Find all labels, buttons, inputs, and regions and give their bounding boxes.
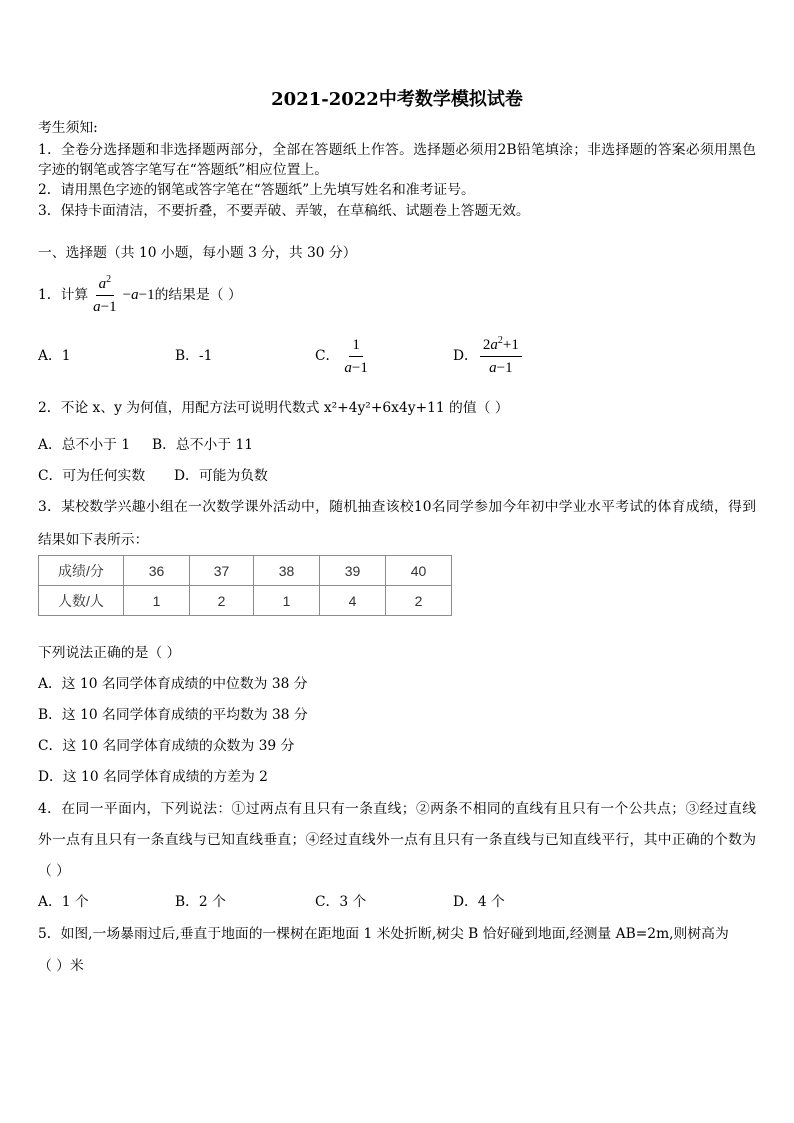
question-1-fraction [90,273,119,315]
table-cell: 2 [190,586,254,616]
denominator-rest: −1 [100,298,117,315]
notice-line: 字迹的钢笔或答字笔写在“答题纸”相应位置上。 [38,162,329,178]
variable: a [490,336,498,353]
question-4-option-d: D．4 个 [453,894,505,910]
table-cell: 1 [124,586,190,616]
table-cell: 36 [124,556,190,586]
question-4-stem-continued: 外一点有且只有一条直线与已知直线垂直；④经过直线外一点有且只有一条直线与已知直线平行，其中正确的个数为 [38,832,756,848]
question-3-stem-continued: 结果如下表所示： [38,532,149,548]
section-heading: 一、选择题（共 10 小题，每小题 3 分，共 30 分） [38,245,357,261]
option-value: 1 [61,348,71,364]
question-3-option-a: A．这 10 名同学体育成绩的中位数为 38 分 [38,676,308,692]
question-4-stem: 4．在同一平面内，下列说法：①过两点有且只有一条直线；②两条不相同的直线有且只有一个公共点；③经过直线 [38,801,756,817]
question-3-prompt: 下列说法正确的是（ ） [38,645,181,661]
question-2-expression: x²+4y²+6x4y+11 [323,400,445,416]
option-label: A． [38,348,62,364]
page-title: 2021-2022中考数学模拟试卷 [271,89,523,110]
table-cell: 39 [320,556,386,586]
question-4-option-c: C．3 个 [315,894,367,910]
expression-rest: −1 [138,287,155,303]
fraction-denominator [486,357,515,376]
exponent: 2 [497,334,503,346]
question-1-option-d [453,336,525,376]
numerator-rest: +1 [502,336,519,353]
denominator-rest: −1 [351,359,368,376]
table-row [39,586,452,616]
score-table [38,555,452,616]
option-label: B． [175,348,199,364]
fraction-denominator [341,357,370,376]
question-3-stem: 3．某校数学兴趣小组在一次数学课外活动中，随机抽查该校10名同学参加今年初中学业水平考试的体育成绩，得到 [38,499,756,515]
question-5-stem: 5．如图,一场暴雨过后,垂直于地面的一棵树在距地面 1 米处折断,树尖 B 恰好碰到地面,经测量 AB=2m,则树高为 [38,926,729,942]
question-3-option-d: D．这 10 名同学体育成绩的方差为 2 [38,769,268,785]
question-2-stem [38,398,509,418]
question-1-option-c [315,336,374,376]
question-2-stem-end: 的值（ ） [444,400,509,416]
question-5-answer-blank: （ ）米 [38,958,84,974]
question-3-option-c: C．这 10 名同学体育成绩的众数为 39 分 [38,738,295,754]
fraction-numerator: 1 [349,338,363,357]
notice-line: 2．请用黑色字迹的钢笔或答字笔在“答题纸”上先填写姓名和准考证号。 [38,182,475,198]
option-value: -1 [198,348,213,364]
variable: a [489,359,497,376]
table-cell: 1 [254,586,320,616]
table-cell: 40 [386,556,452,586]
variable: a [93,298,101,315]
table-header-cell: 成绩/分 [39,556,124,586]
question-2-option-d: D．可能为负数 [174,468,268,484]
coefficient: 2 [482,336,491,353]
option-label: D． [453,348,478,364]
question-1-option-b [175,336,212,376]
question-1-option-a [38,336,71,376]
question-1-prefix: 1．计算 [38,287,89,303]
denominator-rest: −1 [496,359,513,376]
question-1-expression [123,287,155,303]
option-label: C． [315,348,340,364]
exponent: 2 [106,273,112,285]
variable: a [344,359,352,376]
question-2-option-c: C．可为任何实数 [38,468,146,484]
notice-heading: 考生须知: [38,120,98,136]
option-fraction [341,338,370,376]
notice-line: 1．全卷分选择题和非选择题两部分，全部在答题纸上作答。选择题必须用2B铅笔填涂；非选择题的答案必须用黑色 [38,142,756,158]
table-cell: 37 [190,556,254,586]
variable: a [98,275,107,292]
table-cell: 38 [254,556,320,586]
question-1-suffix: 的结果是（ ） [154,287,242,303]
table-row [39,556,452,586]
question-4-option-b: B．2 个 [175,894,226,910]
question-2-stem-start: 2．不论 x、y 为何值，用配方法可说明代数式 [38,400,324,416]
minus-sign: − [122,287,132,303]
variable: a [131,287,139,303]
question-4-answer-blank: （ ） [38,863,70,879]
fraction-numerator [480,334,522,357]
fraction-numerator [96,273,115,296]
notice-line: 3．保持卡面清洁，不要折叠，不要弄破、弄皱，在草稿纸、试题卷上答题无效。 [38,203,530,219]
table-cell: 4 [320,586,386,616]
question-4-option-a: A．1 个 [38,894,89,910]
fraction-denominator [90,296,119,315]
option-fraction [480,334,522,376]
table-header-cell: 人数/人 [39,586,124,616]
question-2-option-b: B．总不小于 11 [152,437,254,453]
table-cell: 2 [386,586,452,616]
question-3-option-b: B．这 10 名同学体育成绩的平均数为 38 分 [38,707,308,723]
question-2-option-a: A．总不小于 1 [38,437,131,453]
question-1-stem [38,275,242,315]
